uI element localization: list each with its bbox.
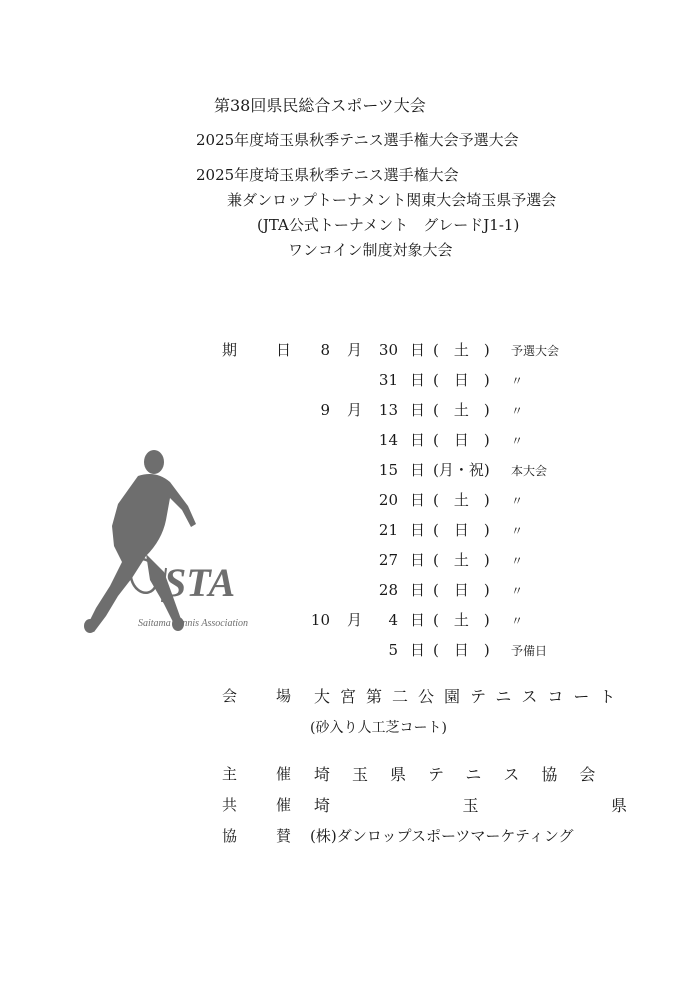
schedule-day-label: 日 bbox=[410, 461, 426, 479]
schedule-weekday: (月・祝) bbox=[433, 461, 490, 479]
sta-logo bbox=[78, 448, 268, 638]
championship-title: 2025年度埼玉県秋季テニス選手権大会 bbox=[196, 166, 459, 184]
venue-sub: (砂入り人工芝コート) bbox=[310, 720, 447, 736]
schedule-weekday: ( 土 ) bbox=[433, 491, 490, 509]
host-value: 埼玉県テニス協会 bbox=[314, 765, 618, 784]
schedule-day-label: 日 bbox=[410, 521, 426, 539]
schedule-day-label: 日 bbox=[410, 581, 426, 599]
logo-subtext: Saitama Tennis Association bbox=[138, 618, 249, 629]
schedule-weekday: ( 土 ) bbox=[433, 341, 490, 359]
schedule-weekday: ( 日 ) bbox=[433, 521, 490, 539]
schedule-day-label: 日 bbox=[410, 491, 426, 509]
schedule-day-label: 日 bbox=[410, 641, 426, 659]
schedule-day-label: 日 bbox=[410, 431, 426, 449]
schedule-day: 28 bbox=[378, 581, 398, 599]
schedule-month-label: 月 bbox=[347, 341, 363, 359]
dunlop-subtitle: 兼ダンロップトーナメント関東大会埼玉県予選会 bbox=[227, 191, 557, 209]
schedule-weekday: ( 日 ) bbox=[433, 371, 490, 389]
jta-grade-subtitle: (JTA公式トーナメント グレードJ1-1) bbox=[257, 216, 520, 234]
schedule-weekday: ( 土 ) bbox=[433, 551, 490, 569]
schedule-weekday: ( 日 ) bbox=[433, 641, 490, 659]
schedule-day-label: 日 bbox=[410, 611, 426, 629]
one-coin-subtitle: ワンコイン制度対象大会 bbox=[288, 241, 453, 259]
schedule-day-label: 日 bbox=[410, 401, 426, 419]
schedule-note: 本大会 bbox=[511, 464, 548, 478]
schedule-day: 31 bbox=[378, 371, 398, 389]
schedule-day: 30 bbox=[378, 341, 398, 359]
schedule-note: 予備日 bbox=[511, 644, 548, 658]
sponsor-label: 協 賛 bbox=[222, 827, 304, 845]
schedule-day: 14 bbox=[378, 431, 398, 449]
schedule-note: 〃 bbox=[511, 524, 524, 538]
schedule-note: 〃 bbox=[511, 554, 524, 568]
schedule-day: 13 bbox=[378, 401, 398, 419]
cohost-value bbox=[314, 798, 627, 814]
tennis-player-silhouette-icon bbox=[84, 450, 196, 633]
schedule-day: 20 bbox=[378, 491, 398, 509]
sponsor-value: (株)ダンロップスポーツマーケティング bbox=[310, 827, 574, 845]
schedule-note: 予選大会 bbox=[511, 344, 560, 358]
schedule-note: 〃 bbox=[511, 614, 524, 628]
schedule-weekday: ( 土 ) bbox=[433, 401, 490, 419]
cohost-label: 共 催 bbox=[222, 796, 304, 814]
schedule-weekday: ( 日 ) bbox=[433, 431, 490, 449]
schedule-note: 〃 bbox=[511, 404, 524, 418]
schedule-note: 〃 bbox=[511, 494, 524, 508]
event-title: 第38回県民総合スポーツ大会 bbox=[214, 96, 426, 115]
schedule-month: 8 bbox=[320, 341, 330, 359]
logo-text: STA bbox=[164, 560, 236, 605]
schedule-note: 〃 bbox=[511, 434, 524, 448]
schedule-weekday: ( 土 ) bbox=[433, 611, 490, 629]
preliminary-title: 2025年度埼玉県秋季テニス選手権大会予選大会 bbox=[196, 131, 519, 149]
venue-label: 会 場 bbox=[222, 687, 304, 705]
schedule-day-label: 日 bbox=[410, 371, 426, 389]
cohost-char-3: 県 bbox=[610, 796, 627, 815]
schedule-weekday: ( 日 ) bbox=[433, 581, 490, 599]
schedule-note: 〃 bbox=[511, 374, 524, 388]
cohost-char-2: 玉 bbox=[462, 796, 479, 815]
schedule-note: 〃 bbox=[511, 584, 524, 598]
schedule-day-label: 日 bbox=[410, 341, 426, 359]
schedule-day: 4 bbox=[388, 611, 398, 629]
venue-value: 大宮第二公園テニスコート bbox=[314, 687, 626, 706]
schedule-month: 10 bbox=[310, 611, 330, 629]
schedule-month-label: 月 bbox=[347, 401, 363, 419]
schedule-day: 27 bbox=[378, 551, 398, 569]
schedule-day: 21 bbox=[378, 521, 398, 539]
schedule-day: 15 bbox=[378, 461, 398, 479]
cohost-char-1: 埼 bbox=[314, 796, 331, 815]
schedule-month: 9 bbox=[320, 401, 330, 419]
schedule-day-label: 日 bbox=[410, 551, 426, 569]
schedule-day: 5 bbox=[388, 641, 398, 659]
schedule-month-label: 月 bbox=[347, 611, 363, 629]
schedule-label: 期 日 bbox=[222, 341, 304, 359]
host-label: 主 催 bbox=[222, 765, 304, 783]
